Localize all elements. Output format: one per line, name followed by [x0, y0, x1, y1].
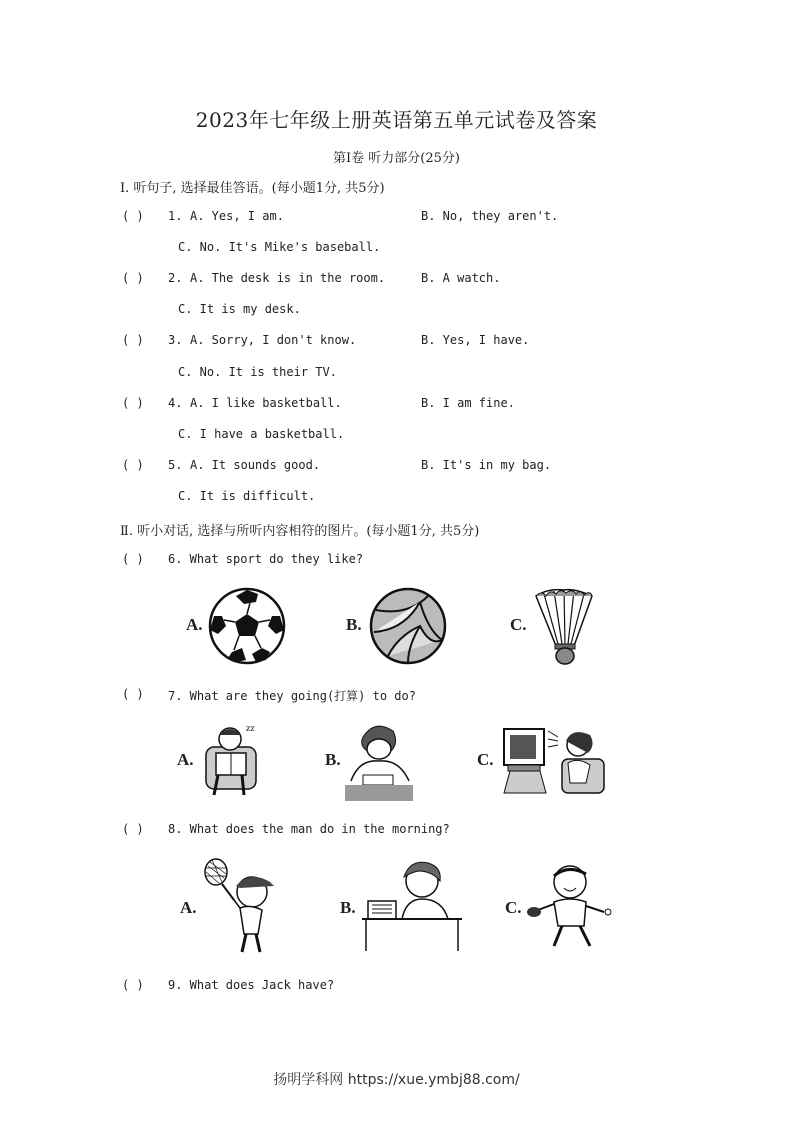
picture-label-a: A.: [177, 750, 194, 769]
answer-blank[interactable]: ( ): [122, 271, 144, 285]
shuttlecock-icon[interactable]: [534, 586, 594, 666]
answer-blank[interactable]: ( ): [122, 978, 144, 992]
page-footer: 扬明学科网 https://xue.ymbj88.com/: [273, 1072, 520, 1088]
section-subtitle: 第Ⅰ卷 听力部分(25分): [333, 151, 460, 166]
tv-watching-girl-icon[interactable]: [500, 723, 608, 799]
question-row-c: [0, 240, 793, 260]
question-row: [0, 822, 793, 842]
soccer-ball-icon[interactable]: [206, 586, 288, 666]
answer-blank[interactable]: ( ): [122, 209, 144, 223]
option-b: B. I am fine.: [421, 396, 515, 410]
option-c: C. It is my desk.: [178, 302, 301, 316]
question-row: [0, 552, 793, 572]
question-row: [0, 978, 793, 998]
question-row: [0, 687, 793, 707]
option-c: C. No. It's Mike's baseball.: [178, 240, 381, 254]
picture-label-b: B.: [325, 750, 341, 769]
answer-blank[interactable]: ( ): [122, 687, 144, 701]
tennis-girl-icon[interactable]: [200, 856, 280, 956]
answer-blank[interactable]: ( ): [122, 458, 144, 472]
option-c: C. It is difficult.: [178, 489, 316, 503]
answer-blank[interactable]: ( ): [122, 552, 144, 566]
option-a: A. Yes, I am.: [190, 209, 284, 223]
writing-boy-icon[interactable]: [345, 719, 413, 801]
question-row: [0, 333, 793, 353]
question-text: 9. What does Jack have?: [168, 978, 335, 992]
option-b: B. Yes, I have.: [421, 333, 530, 347]
question-row: [0, 396, 793, 416]
option-b: B. A watch.: [421, 271, 501, 285]
answer-blank[interactable]: ( ): [122, 333, 144, 347]
picture-label-b: B.: [340, 898, 356, 917]
option-a: A. It sounds good.: [190, 458, 321, 472]
picture-label-a: A.: [180, 898, 197, 917]
question-number: 4.: [168, 396, 183, 410]
question-row-c: [0, 365, 793, 385]
question-row: [0, 209, 793, 229]
question-text: 6. What sport do they like?: [168, 552, 364, 566]
picture-label-b: B.: [346, 615, 362, 634]
option-a: A. The desk is in the room.: [190, 271, 386, 285]
question-number: 3.: [168, 333, 183, 347]
question-number: 1.: [168, 209, 183, 223]
option-a: A. I like basketball.: [190, 396, 342, 410]
answer-blank[interactable]: ( ): [122, 822, 144, 836]
picture-label-c: C.: [510, 615, 527, 634]
answer-blank[interactable]: ( ): [122, 396, 144, 410]
picture-label-a: A.: [186, 615, 203, 634]
reading-desk-boy-icon[interactable]: [362, 859, 464, 955]
picture-label-c: C.: [505, 898, 522, 917]
question-row-c: [0, 427, 793, 447]
option-b: B. It's in my bag.: [421, 458, 552, 472]
question-row: [0, 271, 793, 291]
option-a: A. Sorry, I don't know.: [190, 333, 357, 347]
picture-label-c: C.: [477, 750, 494, 769]
question-row-c: [0, 489, 793, 509]
question-text: 8. What does the man do in the morning?: [168, 822, 450, 836]
volleyball-icon[interactable]: [368, 586, 448, 666]
section1-heading: Ⅰ. 听句子, 选择最佳答语。(每小题1分, 共5分): [120, 181, 385, 196]
page-title: 2023年七年级上册英语第五单元试卷及答案: [195, 108, 598, 132]
section2-heading: Ⅱ. 听小对话, 选择与所听内容相符的图片。(每小题1分, 共5分): [120, 524, 480, 539]
option-b: B. No, they aren't.: [421, 209, 559, 223]
svg-text:zz: zz: [246, 724, 255, 733]
question-row-c: [0, 302, 793, 322]
question-text: 7. What are they going(打算) to do?: [168, 689, 416, 703]
reading-boy-icon[interactable]: [200, 719, 272, 801]
question-number: 5.: [168, 458, 183, 472]
option-c: C. I have a basketball.: [178, 427, 345, 441]
option-c: C. No. It is their TV.: [178, 365, 337, 379]
question-number: 2.: [168, 271, 183, 285]
ping-pong-boy-icon[interactable]: [524, 862, 614, 952]
question-row: [0, 458, 793, 478]
